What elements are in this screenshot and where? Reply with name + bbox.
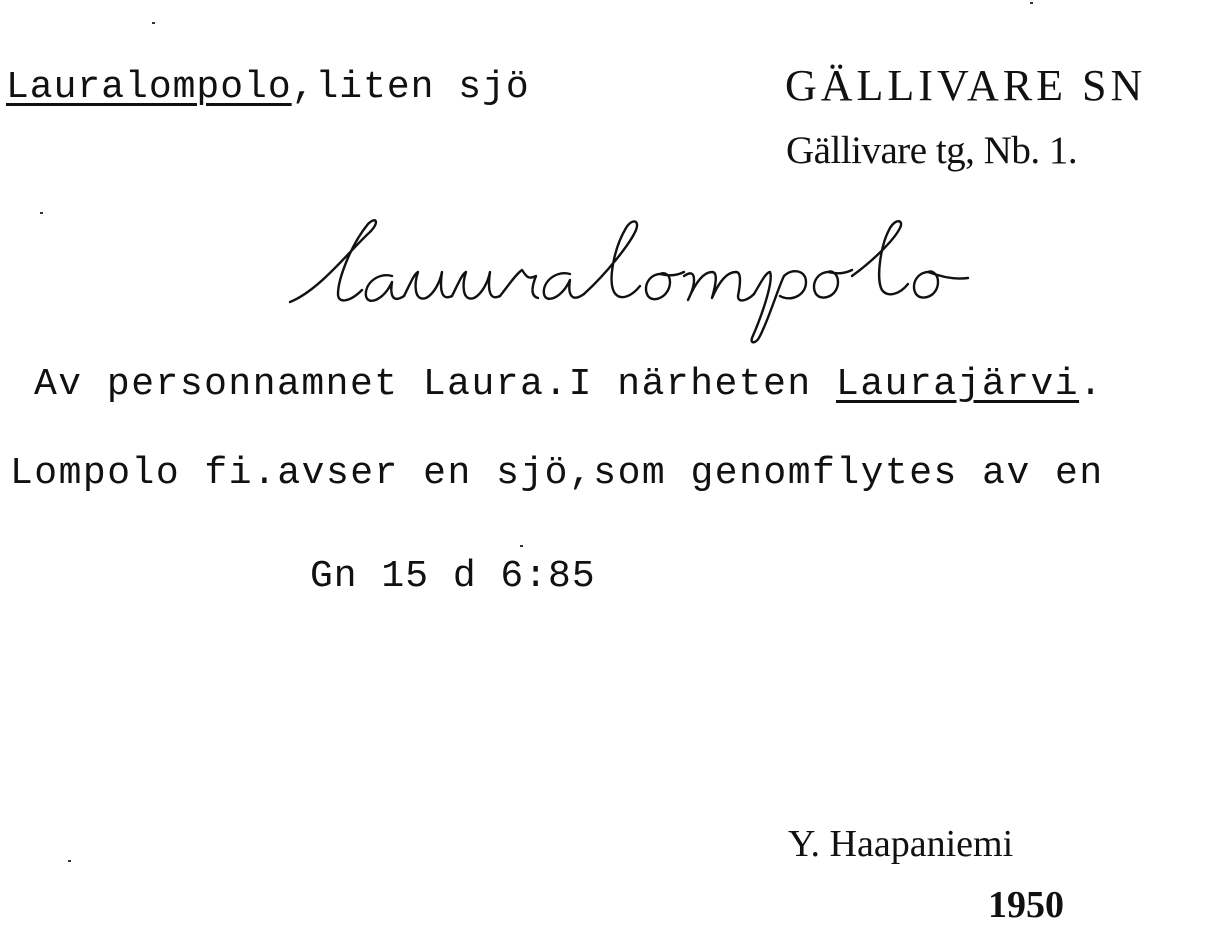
scan-speck [1030,2,1033,4]
map-reference: Gällivare tg, Nb. 1. [786,129,1078,172]
scan-speck [68,860,71,862]
text-line-1 [34,363,1103,406]
source-reference: Gn 15 d 6:85 [310,555,596,598]
handwritten-signature [280,210,1100,350]
parish-name: GÄLLIVARE SN [785,61,1147,110]
scan-speck [152,22,155,24]
headword-description: ,liten sjö [291,66,530,109]
text-line-1-end: . [1079,363,1104,406]
headword-line [6,66,530,109]
year: 1950 [988,884,1064,926]
text-line-1-start: Av personnamnet Laura.I närheten [34,363,837,406]
author-name: Y. Haapaniemi [788,823,1014,865]
headword: Lauralompolo [6,66,292,109]
scan-speck [520,545,523,547]
scan-speck [40,212,43,214]
related-name: Laurajärvi [836,363,1080,406]
text-line-2: Lompolo fi.avser en sjö,som genomflytes av en [10,452,1104,495]
